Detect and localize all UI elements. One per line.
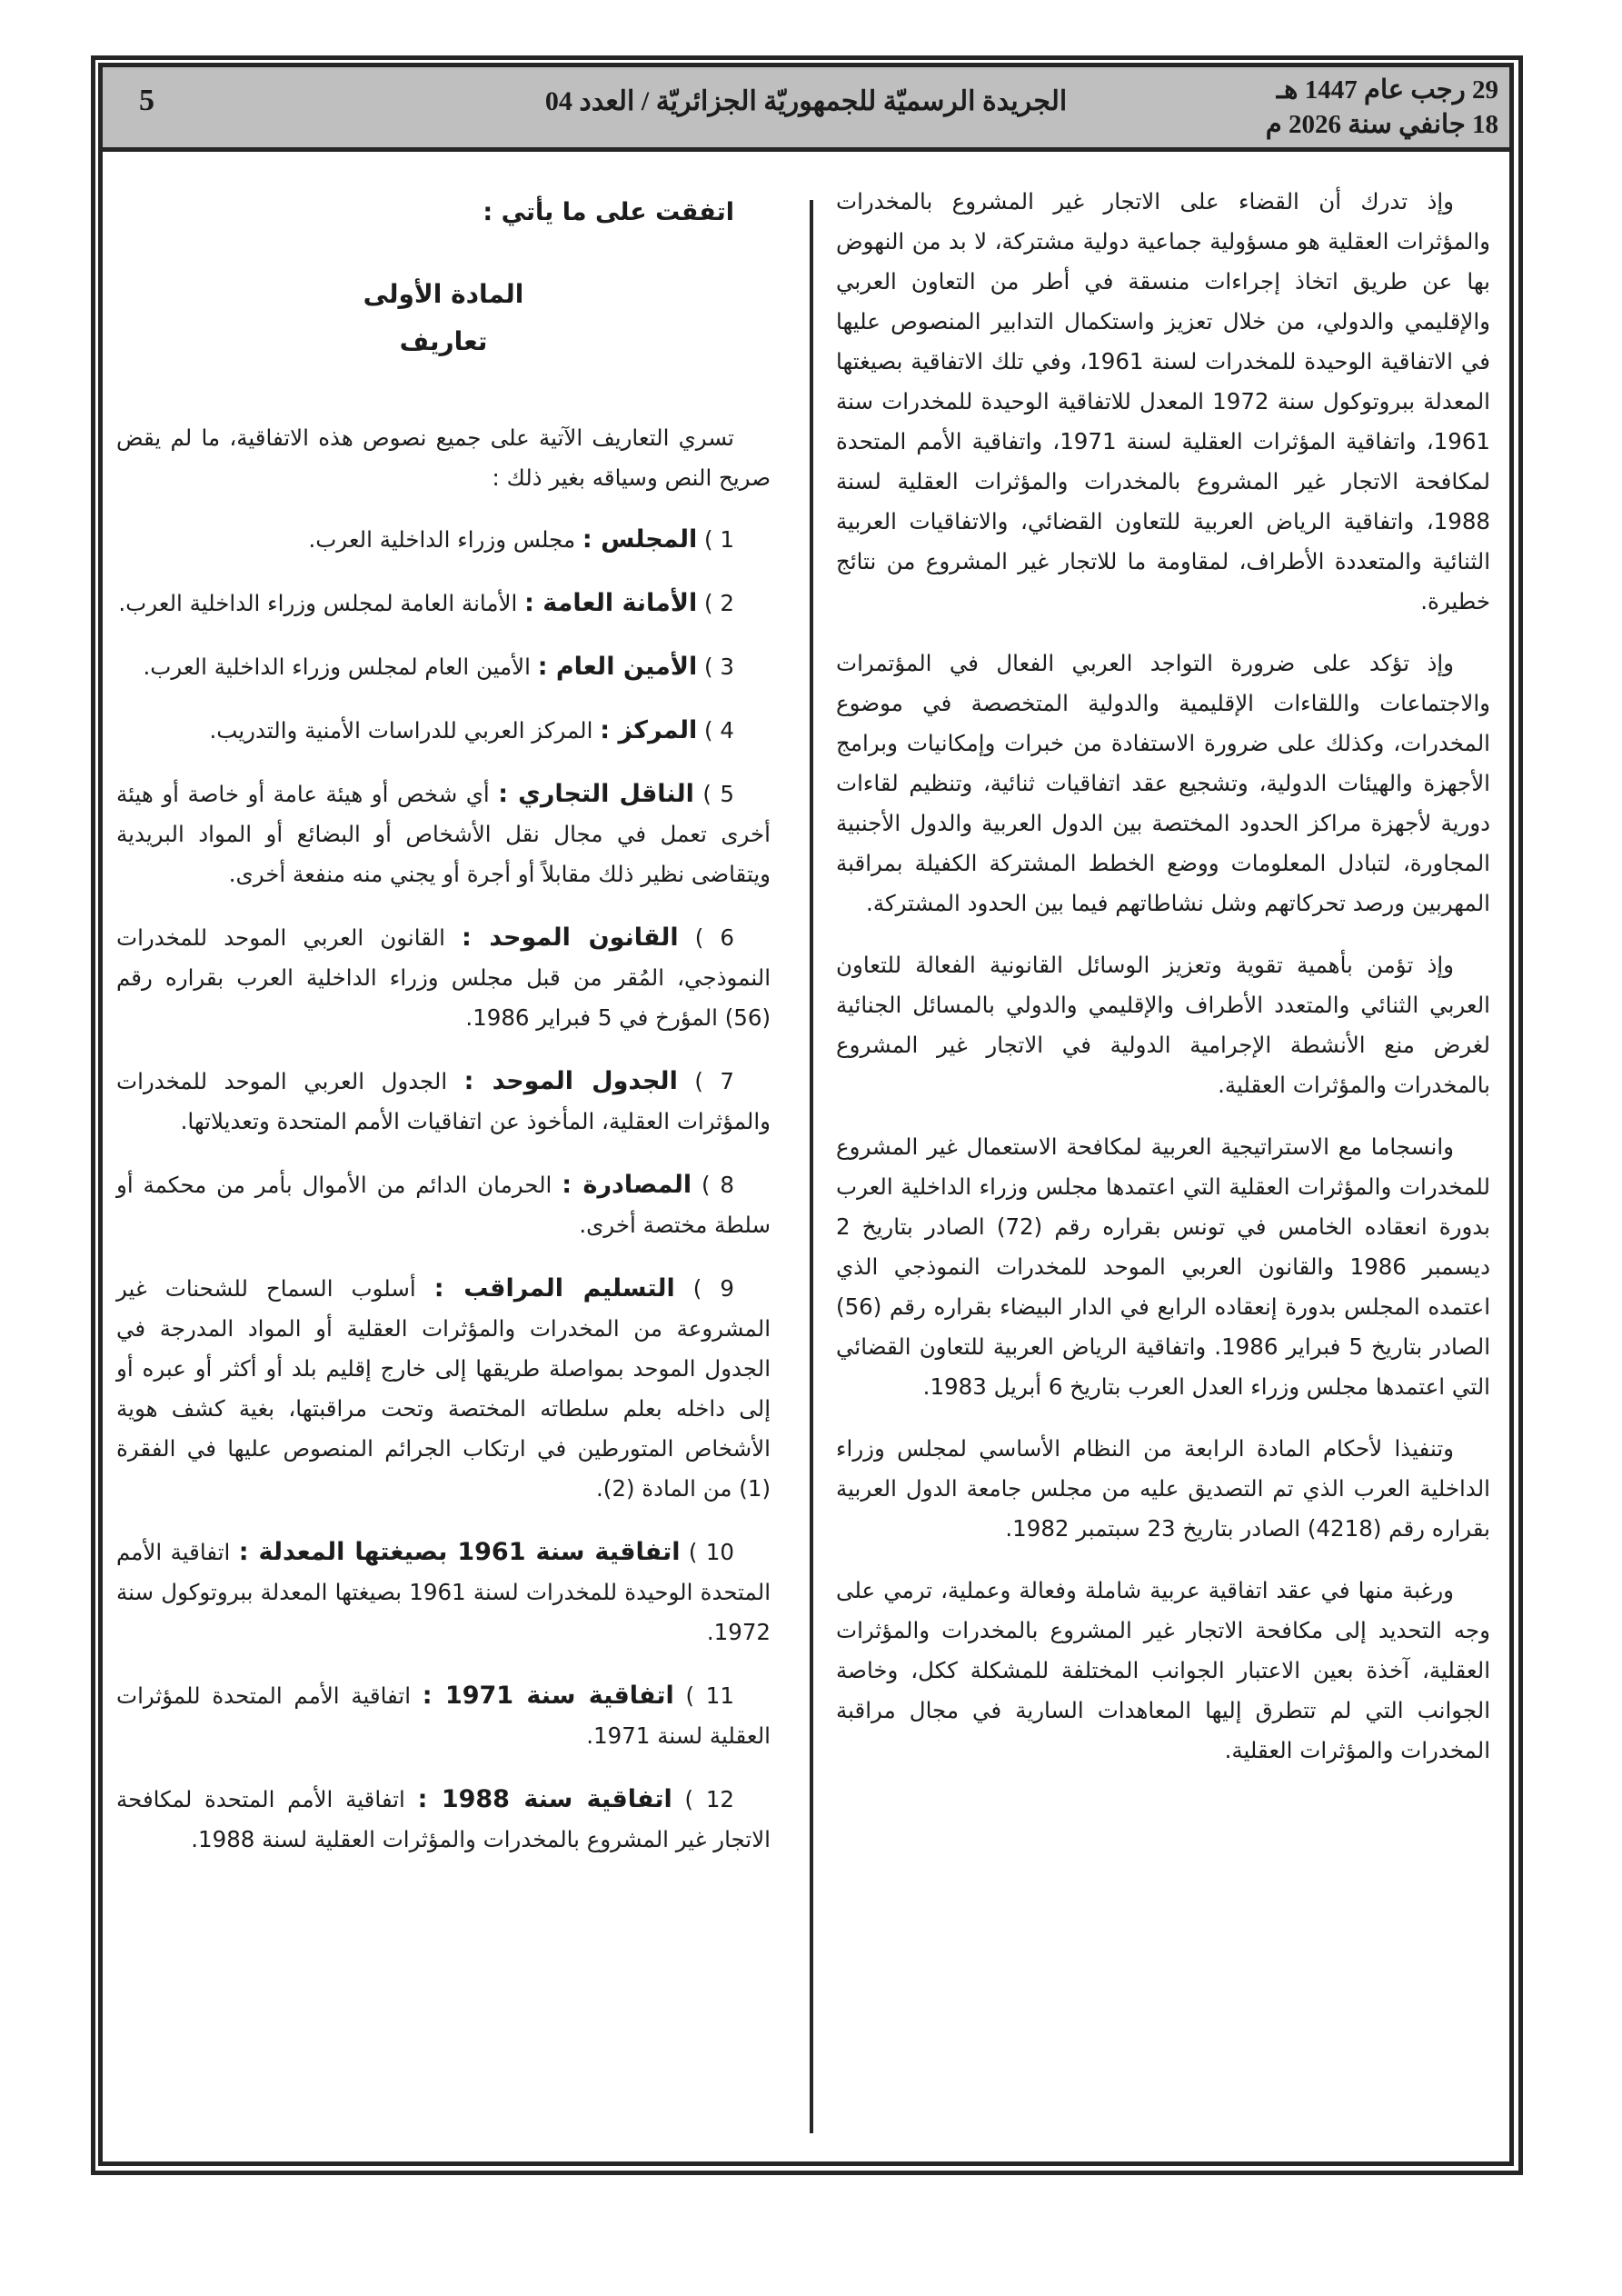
definition-text: مجلس وزراء الداخلية العرب. (308, 526, 576, 553)
preamble-paragraph: وتنفيذا لأحكام المادة الرابعة من النظام الأساسي لمجلس وزراء الداخلية العرب الذي تم التصديق عليه من مجلس جامعة الدول العربية بقراره رقم (4218) الصادر بتاريخ 23 سبتمبر 1982. (836, 1435, 1490, 1542)
definition-text: اتفاقية الأمم المتحدة الوحيدة للمخدرات لسنة 1961 بصيغتها المعدلة ببروتوكول سنة 1972. (116, 1539, 771, 1645)
definition-item (116, 1165, 771, 1245)
header-date-gregorian: 18 جانفي سنة 2026 م (1265, 110, 1498, 139)
definition-number: 11 ) (685, 1682, 734, 1709)
definition-text: أسلوب السماح للشحنات غير المشروعة من المخدرات والمؤثرات العقلية أو المواد المدرجة في الجدول الموحد بمواصلة طريقها إلى خارج إقليم بلد أو أكثر أو عبره أو إلى داخله بعلم سلطاته المختصة وتحت مراقبتها، بغية كشف هوية الأشخاص المتورطين في ارتكاب الجرائم المنصوص عليها في الفقرة (1) من المادة (2). (116, 1275, 771, 1502)
definition-number: 4 ) (704, 717, 734, 744)
preamble-paragraph: وإذ تؤكد على ضرورة التواجد العربي الفعال في المؤتمرات والاجتماعات واللقاءات الإقليمية والدولية المتخصصة في موضوع المخدرات، وكذلك على ضرورة الاستفادة من خبرات وإمكانيات وبرامج الأجهزة والهيئات الدولية، وتشجيع عقد اتفاقيات ثنائية، وتنظيم لقاءات دورية لأجهزة مراكز الحدود المختصة بين الدول العربية والدول الأجنبية المجاورة، لتبادل المعلومات ووضع الخطط المشتركة الكفيلة بمراقبة المهربين ورصد تحركاتهم وشل نشاطاتهم فيما بين الحدود المشتركة. (836, 650, 1490, 916)
definition-item (116, 1062, 771, 1142)
definition-item (116, 647, 771, 687)
definition-text: المركز العربي للدراسات الأمنية والتدريب. (209, 717, 593, 744)
definition-term: الناقل التجاري : (498, 780, 694, 808)
definition-term: الجدول الموحد : (463, 1067, 678, 1095)
definition-item (116, 1532, 771, 1652)
definition-number: 3 ) (704, 654, 734, 680)
definition-item (116, 520, 771, 560)
definitions-intro: تسري التعاريف الآتية على جميع نصوص هذه الاتفاقية، ما لم يقض صريح النص وسياقه بغير ذلك : (116, 424, 771, 491)
definition-item (116, 1780, 771, 1860)
definition-term: اتفاقية سنة 1988 : (417, 1785, 672, 1813)
definition-number: 6 ) (694, 924, 734, 951)
definition-item (116, 774, 771, 894)
page-number: 5 (139, 84, 154, 117)
definition-term: الأمين العام : (537, 653, 698, 681)
definition-number: 5 ) (702, 781, 734, 807)
definition-item (116, 584, 771, 624)
definition-number: 2 ) (704, 590, 734, 616)
definition-term: القانون الموحد : (461, 923, 679, 952)
definition-term: الأمانة العامة : (524, 589, 698, 617)
definition-text: الحرمان الدائم من الأموال بأمر من محكمة أو سلطة مختصة أخرى. (116, 1172, 771, 1238)
definition-number: 8 ) (701, 1172, 734, 1198)
article-title: المادة الأولى (363, 279, 524, 309)
definition-text: الأمين العام لمجلس وزراء الداخلية العرب. (143, 654, 531, 680)
definition-text: الجدول العربي الموحد للمخدرات والمؤثرات العقلية، المأخوذ عن اتفاقيات الأمم المتحدة وتعديلاتها. (116, 1068, 771, 1134)
definition-number: 12 ) (684, 1786, 734, 1812)
left-column (116, 182, 771, 1883)
definition-term: المصادرة : (562, 1171, 692, 1199)
definition-text: القانون العربي الموحد للمخدرات النموذجي، المُقر من قبل مجلس وزراء الداخلية العرب بقراره رقم (56) المؤرخ في 5 فبراير 1986. (116, 924, 771, 1031)
preamble-paragraph: وإذ تدرك أن القضاء على الاتجار غير المشروع بالمخدرات والمؤثرات العقلية هو مسؤولية جماعية دولية مشتركة، لا بد من النهوض بها عن طريق اتخاذ إجراءات منسقة في أطر من التعاون العربي والإقليمي والدولي، من خلال تعزيز واستكمال التدابير المنصوص عليها في الاتفاقية الوحيدة للمخدرات لسنة 1961، وفي تلك الاتفاقية بصيغتها المعدلة ببروتوكول سنة 1972 المعدل للاتفاقية الوحيدة للمخدرات سنة 1961، واتفاقية المؤثرات العقلية لسنة 1971، واتفاقية الأمم المتحدة لمكافحة الاتجار غير المشروع بالمخدرات والمؤثرات العقلية لسنة 1988، واتفاقية الرياض العربية للتعاون القضائي، والاتفاقيات العربية الثنائية والمتعددة الأطراف، لمقاومة ما للاتجار غير المشروع من نتائج خطيرة. (836, 188, 1491, 614)
header-date-hijri: 29 رجب عام 1447 هـ (1276, 75, 1498, 105)
definition-term: اتفاقية سنة 1971 : (422, 1682, 674, 1710)
definition-item (116, 1676, 771, 1756)
definition-term: المركز : (600, 716, 698, 744)
agreed-heading: اتفقت على ما يأتي : (483, 198, 734, 226)
definition-text: الأمانة العامة لمجلس وزراء الداخلية العرب. (118, 590, 518, 616)
definition-item (116, 711, 771, 751)
definition-term: اتفاقية سنة 1961 بصيغتها المعدلة : (238, 1538, 681, 1566)
column-divider (810, 200, 813, 2133)
definition-item (116, 1269, 771, 1509)
preamble-paragraph: ورغبة منها في عقد اتفاقية عربية شاملة وفعالة وعملية، ترمي على وجه التحديد إلى مكافحة الاتجار غير المشروع بالمخدرات والمؤثرات العقلية، آخذة بعين الاعتبار الجوانب المختلفة للمشكلة ككل، وخاصة الجوانب التي لم تتطرق إليها المعاهدات السارية في مجال مراقبة المخدرات والمؤثرات العقلية. (836, 1577, 1490, 1763)
preamble-paragraph: وإذ تؤمن بأهمية تقوية وتعزيز الوسائل القانونية الفعالة للتعاون العربي الثنائي والمتعدد الأطراف والإقليمي والدولي بالمسائل الجنائية لغرض منع الأنشطة الإجرامية الدولية في الاتجار غير المشروع بالمخدرات والمؤثرات العقلية. (836, 952, 1490, 1098)
definition-text: أي شخص أو هيئة عامة أو خاصة أو هيئة أخرى تعمل في مجال نقل الأشخاص أو البضائع أو المواد البريدية ويتقاضى نظير ذلك مقابلاً أو أجرة أو يجني منه منفعة أخرى. (116, 781, 771, 887)
definition-number: 9 ) (692, 1275, 734, 1302)
right-column (836, 182, 1490, 1792)
header-title: الجريدة الرسميّة للجمهوريّة الجزائريّة / العدد 04 (544, 86, 1068, 116)
definition-term: التسليم المراقب : (433, 1274, 675, 1303)
definitions-list (116, 520, 771, 1860)
definition-item (116, 918, 771, 1038)
preamble-paragraph: وانسجاما مع الاستراتيجية العربية لمكافحة الاستعمال غير المشروع للمخدرات والمؤثرات العقلية التي اعتمدها مجلس وزراء الداخلية العرب بدورة انعقاده الخامس في تونس بقراره رقم (72) الصادر بتاريخ 2 ديسمبر 1986 والقانون العربي الموحد للمخدرات النموذجي الذي اعتمده المجلس بدورة إنعقاده الرابع في الدار البيضاء بقراره رقم (56) الصادر بتاريخ 5 فبراير 1986. واتفاقية الرياض العربية للتعاون القضائي التي اعتمدها مجلس وزراء العدل العرب بتاريخ 6 أبريل 1983. (836, 1133, 1491, 1400)
definition-text: اتفاقية الأمم المتحدة لمكافحة الاتجار غير المشروع بالمخدرات والمؤثرات العقلية لسنة 1988. (116, 1786, 771, 1852)
definition-text: اتفاقية الأمم المتحدة للمؤثرات العقلية لسنة 1971. (116, 1682, 771, 1749)
definition-number: 1 ) (704, 526, 734, 553)
definition-term: المجلس : (582, 525, 698, 554)
definition-number: 10 ) (688, 1539, 734, 1565)
definition-number: 7 ) (694, 1068, 735, 1094)
gazette-header (103, 67, 1509, 152)
article-subtitle: تعاريف (399, 326, 488, 356)
